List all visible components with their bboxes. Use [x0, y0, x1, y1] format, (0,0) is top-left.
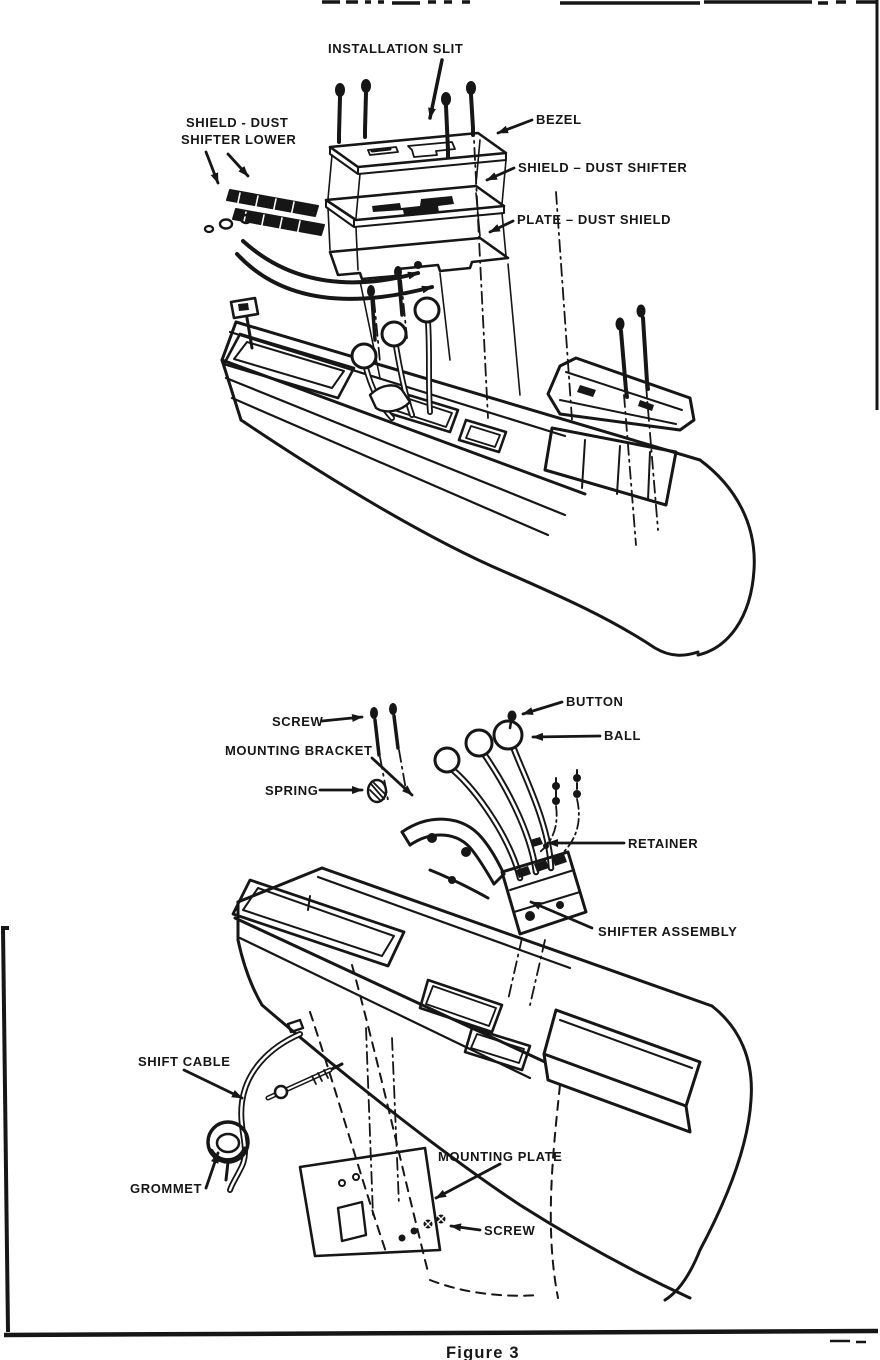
- label-shield-dust-shifter-lower-line1: SHIELD - DUST: [186, 115, 289, 130]
- top-edge-fragments: [322, 2, 878, 3]
- leader-screw-lower: [451, 1226, 480, 1230]
- label-retainer: RETAINER: [628, 836, 699, 851]
- console-bin-opening: [224, 334, 354, 398]
- shifter-ball: [494, 721, 522, 749]
- label-screw-upper: SCREW: [272, 714, 324, 729]
- leader-shift-cable: [184, 1070, 242, 1098]
- figure-caption-text: Figure 3: [446, 1344, 520, 1360]
- leader-button: [523, 702, 562, 714]
- label-screw-lower: SCREW: [484, 1223, 536, 1238]
- mounting-bracket-drawing: [402, 819, 504, 898]
- label-button: BUTTON: [566, 694, 624, 709]
- upper-diagram: [181, 41, 754, 655]
- washer: [220, 220, 232, 229]
- label-grommet: GROMMET: [130, 1181, 203, 1196]
- hidden-outline-dashed: [310, 965, 563, 1298]
- screws-mid-right: [367, 266, 648, 397]
- console-armrest-lid: [545, 358, 694, 505]
- bottom-rule: [4, 1331, 878, 1335]
- screws-lower-diagram-top: [370, 703, 398, 755]
- label-plate-dust-shield: PLATE – DUST SHIELD: [517, 212, 672, 227]
- leader-installation-slit: [430, 60, 442, 118]
- label-shield-dust-shifter-lower-line2: SHIFTER LOWER: [181, 132, 297, 147]
- cable-end-connector: [268, 1064, 342, 1098]
- leader-ball: [533, 736, 600, 737]
- leader-bezel: [498, 120, 532, 133]
- left-border-line: [1, 928, 9, 1332]
- leader-shield-lower-1: [206, 152, 218, 183]
- lower-diagram: [130, 694, 751, 1300]
- console-armrest-pad: [544, 1010, 700, 1132]
- console-body-upper: [222, 298, 754, 655]
- washer: [205, 226, 213, 232]
- label-mounting-bracket: MOUNTING BRACKET: [225, 743, 373, 758]
- label-ball: BALL: [604, 728, 642, 743]
- shifter-ball: [466, 730, 492, 756]
- shifter-ball: [435, 748, 459, 772]
- leader-shield-dust-shifter: [487, 168, 514, 180]
- label-spring: SPRING: [265, 783, 319, 798]
- label-mounting-plate: MOUNTING PLATE: [438, 1149, 563, 1164]
- label-installation-slit: INSTALLATION SLIT: [328, 41, 464, 56]
- shift-knob-ball: [382, 322, 406, 346]
- label-shift-cable: SHIFT CABLE: [138, 1054, 231, 1069]
- labels-lower: [130, 694, 737, 1238]
- leader-grommet: [206, 1153, 218, 1188]
- leader-shield-lower-2: [228, 154, 248, 176]
- shift-knob-ball: [352, 344, 376, 368]
- bottom-rule-fragments: [830, 1341, 866, 1342]
- mounting-plate-tab: [338, 1202, 366, 1241]
- label-shield-dust-shifter: SHIELD – DUST SHIFTER: [518, 160, 688, 175]
- leader-plate-dust-shield: [490, 221, 513, 232]
- leader-screw-upper: [322, 717, 362, 721]
- bezel-drawing: [330, 133, 506, 174]
- shift-knob-ball: [415, 298, 439, 322]
- label-shifter-assembly: SHIFTER ASSEMBLY: [598, 924, 738, 939]
- label-bezel: BEZEL: [536, 112, 582, 127]
- figure-caption: [446, 1344, 520, 1360]
- spring-drawing: [368, 780, 386, 802]
